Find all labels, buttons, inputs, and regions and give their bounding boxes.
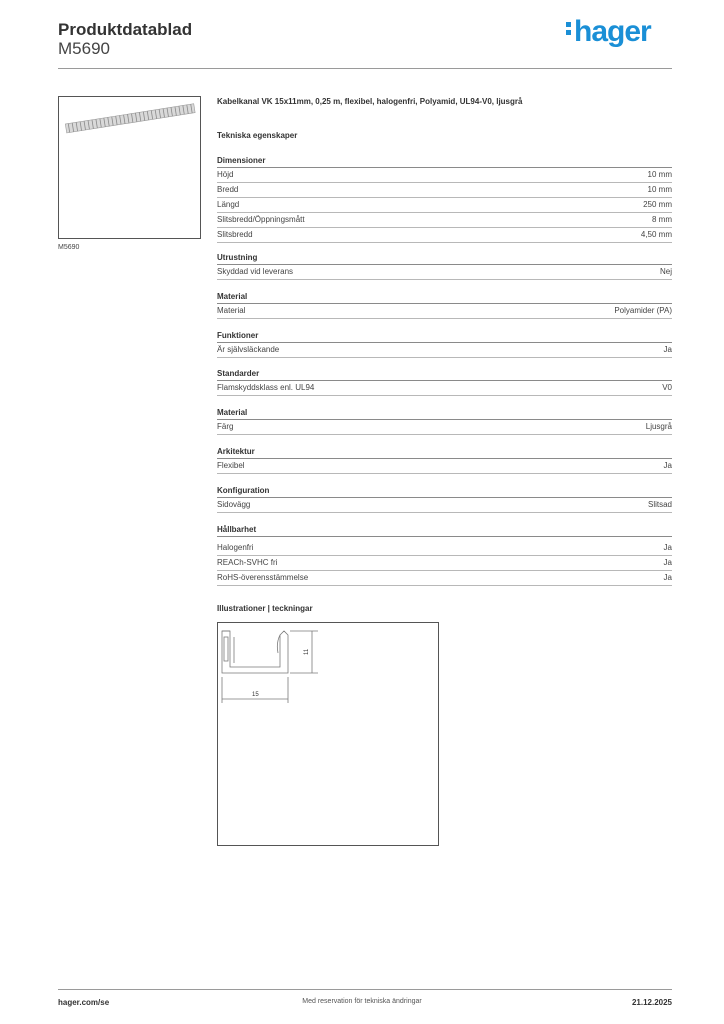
section-title: Standarder <box>217 368 672 381</box>
row-value: 10 mm <box>647 170 672 179</box>
row-label: Flexibel <box>217 461 245 470</box>
section-title: Dimensioner <box>217 155 672 168</box>
row-label: Slitsbredd <box>217 230 253 239</box>
table-row <box>217 556 672 571</box>
row-label: REACh-SVHC fri <box>217 558 278 567</box>
section-title: Funktioner <box>217 330 672 343</box>
row-value: 10 mm <box>647 185 672 194</box>
row-value: Ja <box>663 543 672 552</box>
footer-website-link[interactable]: hager.com/se <box>58 998 110 1007</box>
cable-duct-profile-drawing-icon <box>218 623 438 845</box>
section-configuration <box>217 485 672 513</box>
section-title: Hållbarhet <box>217 524 672 537</box>
row-value: Nej <box>659 267 672 276</box>
table-row <box>217 459 672 474</box>
row-label: Material <box>217 306 246 315</box>
table-row <box>217 420 672 435</box>
section-title: Arkitektur <box>217 446 672 459</box>
row-value: V0 <box>662 383 672 392</box>
header-divider <box>58 68 672 69</box>
logo-text: hager <box>574 15 651 48</box>
table-row <box>217 198 672 213</box>
row-value: Slitsad <box>647 500 672 509</box>
row-value: Ja <box>663 461 672 470</box>
row-value: 8 mm <box>652 215 672 224</box>
table-row <box>217 343 672 358</box>
hager-logo <box>566 15 651 49</box>
section-dimensions <box>217 155 672 243</box>
row-label: Halogenfri <box>217 543 254 552</box>
row-value: 4,50 mm <box>640 230 672 239</box>
row-label: Färg <box>217 422 234 431</box>
table-row <box>217 571 672 586</box>
table-row <box>217 228 672 243</box>
table-row <box>217 213 672 228</box>
row-label: RoHS-överensstämmelse <box>217 573 309 582</box>
row-value: Polyamider (PA) <box>614 306 672 315</box>
table-row <box>217 498 672 513</box>
logo-dots-icon <box>566 19 572 38</box>
section-sustainability <box>217 524 672 586</box>
product-description: Kabelkanal VK 15x11mm, 0,25 m, flexibel, halogenfri, Polyamid, UL94-V0, ljusgrå <box>217 97 523 106</box>
table-row <box>217 541 672 556</box>
section-material-color <box>217 407 672 435</box>
section-functions <box>217 330 672 358</box>
width-dimension-label: 15 <box>252 692 259 698</box>
section-title: Konfiguration <box>217 485 672 498</box>
product-code: M5690 <box>58 39 110 58</box>
tech-properties-heading: Tekniska egenskaper <box>217 131 298 140</box>
technical-drawing <box>217 622 439 846</box>
row-value: Ja <box>663 345 672 354</box>
section-equipment <box>217 252 672 280</box>
table-row <box>217 381 672 396</box>
page-title: Produktdatablad <box>58 20 193 39</box>
row-label: Slitsbredd/Öppningsmått <box>217 215 305 224</box>
row-label: Flamskyddsklass enl. UL94 <box>217 383 315 392</box>
image-caption: M5690 <box>58 244 80 251</box>
section-title: Material <box>217 291 672 304</box>
row-label: Längd <box>217 200 240 209</box>
row-label: Höjd <box>217 170 234 179</box>
section-standards <box>217 368 672 396</box>
table-row <box>217 168 672 183</box>
table-row <box>217 304 672 319</box>
footer-note: Med reservation för tekniska ändringar <box>302 998 422 1005</box>
footer-divider <box>58 989 672 990</box>
row-value: Ljusgrå <box>645 422 672 431</box>
table-row <box>217 183 672 198</box>
row-label: Skyddad vid leverans <box>217 267 294 276</box>
height-dimension-label: 11 <box>304 648 310 655</box>
product-image <box>58 96 201 239</box>
footer-date: 21.12.2025 <box>631 998 672 1007</box>
illustrations-heading: Illustrationer | teckningar <box>217 604 313 613</box>
section-title: Material <box>217 407 672 420</box>
row-label: Sidovägg <box>217 500 251 509</box>
section-title: Utrustning <box>217 252 672 265</box>
section-material <box>217 291 672 319</box>
row-label: Bredd <box>217 185 239 194</box>
cable-duct-photo-icon <box>59 97 200 238</box>
row-value: 250 mm <box>643 200 672 209</box>
section-architecture <box>217 446 672 474</box>
row-label: Är självsläckande <box>217 345 280 354</box>
row-value: Ja <box>663 558 672 567</box>
table-row <box>217 265 672 280</box>
row-value: Ja <box>663 573 672 582</box>
